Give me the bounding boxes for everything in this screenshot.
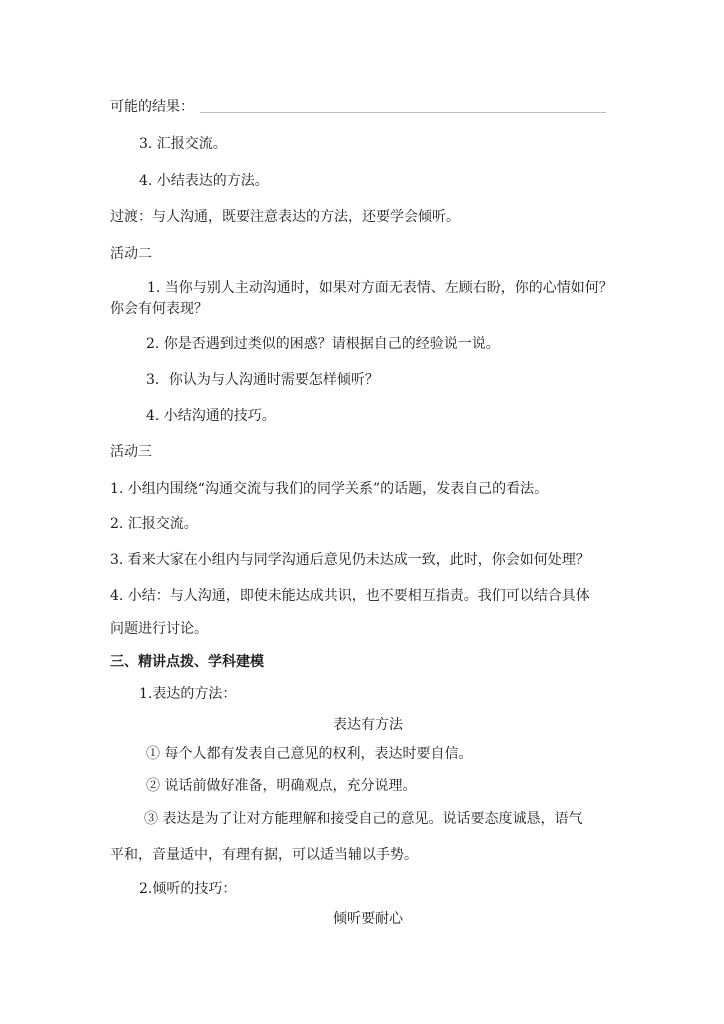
activity3-item4-line2: 问题进行讨论。 <box>110 621 208 637</box>
expression-point2: ② 说话前做好准备，明确观点，充分说理。 <box>146 778 417 794</box>
activity2-question1-line1: 1. 当你与别人主动沟通时，如果对方面无表情、左顾右盼，你的心情如何？ <box>147 280 613 296</box>
listening-skill-label: 2.倾听的技巧： <box>139 881 237 897</box>
activity2-title: 活动二 <box>110 246 152 262</box>
activity2-question2: 2. 你是否遇到过类似的困惑？请根据自己的经验说一说。 <box>146 336 500 352</box>
expression-point1: ① 每个人都有发表自己意见的权利，表达时要自信。 <box>146 746 473 762</box>
section3-heading: 三、精讲点拨、学科建模 <box>110 654 264 670</box>
answer-blank-line <box>200 112 606 113</box>
possible-result-label: 可能的结果： <box>110 99 194 115</box>
activity1-step3: 3. 汇报交流。 <box>139 136 227 152</box>
expression-point3-line1: ③ 表达是为了让对方能理解和接受自己的意见。说话要态度诚恳，语气 <box>144 811 583 827</box>
activity3-item3: 3. 看来大家在小组内与同学沟通后意见仍未达成一致，此时，你会如何处理？ <box>110 552 590 568</box>
listening-title: 倾听要耐心 <box>333 911 403 927</box>
activity2-question4: 4. 小结沟通的技巧。 <box>146 408 276 424</box>
activity3-item4-line1: 4. 小结：与人沟通，即使未能达成共识，也不要相互指责。我们可以结合具体 <box>110 588 590 604</box>
expression-method-label: 1.表达的方法： <box>139 686 237 702</box>
activity3-item1: 1. 小组内围绕“沟通交流与我们的同学关系”的话题，发表自己的看法。 <box>110 481 549 497</box>
expression-point3-line2: 平和，音量适中，有理有据，可以适当辅以手势。 <box>110 847 418 863</box>
activity3-item2: 2. 汇报交流。 <box>110 516 198 532</box>
activity3-title: 活动三 <box>110 444 152 460</box>
activity2-question3: 3．你认为与人沟通时需要怎样倾听？ <box>146 372 379 388</box>
transition-text: 过渡：与人沟通，既要注意表达的方法，还要学会倾听。 <box>110 209 460 225</box>
expression-method-title: 表达有方法 <box>333 717 403 733</box>
activity2-question1-line2: 你会有何表现？ <box>110 301 208 317</box>
activity1-step4: 4. 小结表达的方法。 <box>139 173 269 189</box>
